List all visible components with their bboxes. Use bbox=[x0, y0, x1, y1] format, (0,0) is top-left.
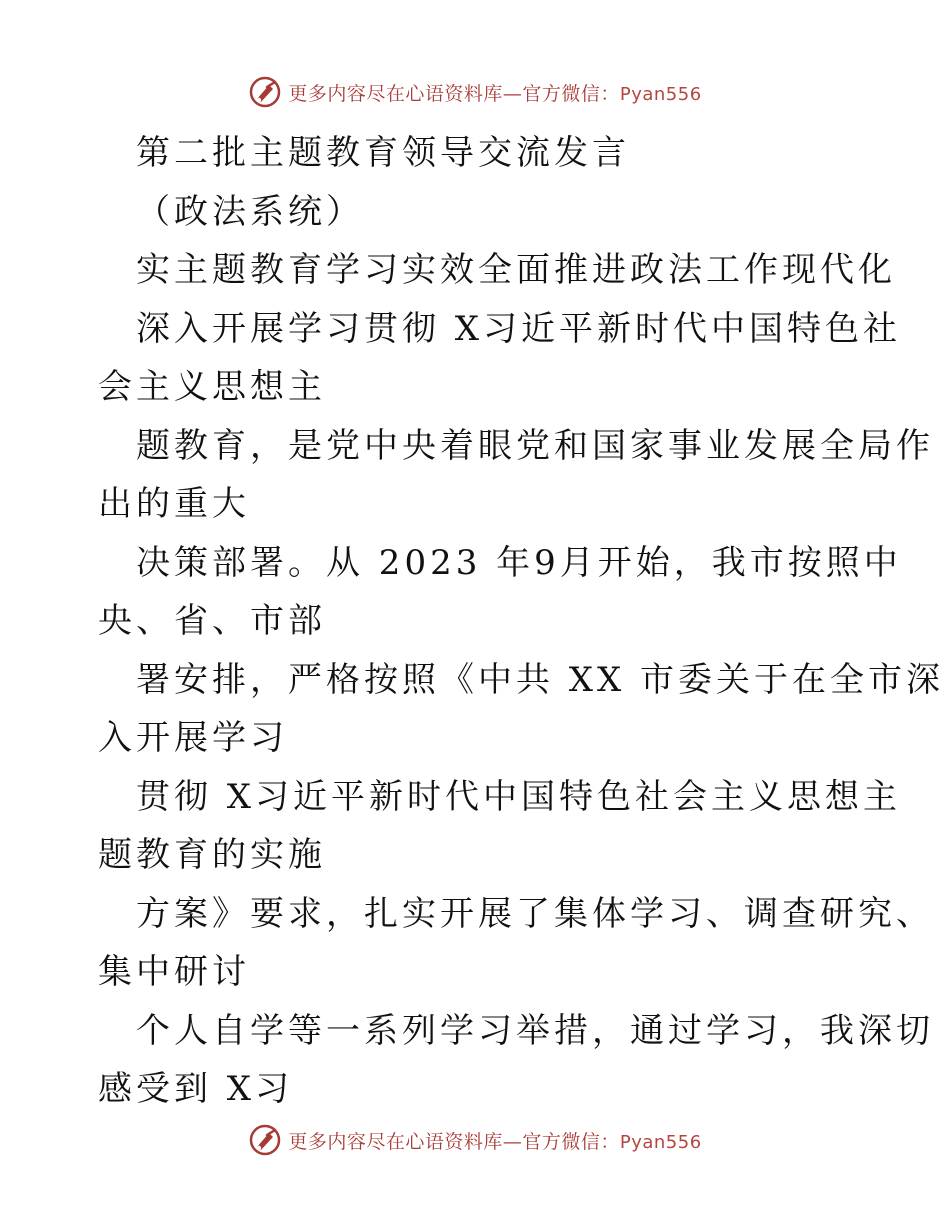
watermark-text: 更多内容尽在心语资料库—官方微信：Pyan556 bbox=[288, 82, 702, 105]
text-line: 入开展学习 bbox=[98, 718, 288, 758]
text-line: 深入开展学习贯彻 X习近平新时代中国特色社 bbox=[136, 308, 902, 349]
watermark-wechat-id: Pyan556 bbox=[619, 83, 702, 105]
text-line: 央、省、市部 bbox=[98, 601, 326, 641]
text-line: 实主题教育学习实效全面推进政法工作现代化 bbox=[136, 250, 896, 290]
text-line: 感受到 X习 bbox=[98, 1069, 294, 1109]
footer-watermark bbox=[0, 1120, 950, 1160]
header-watermark bbox=[0, 72, 950, 112]
document-body bbox=[98, 124, 945, 1119]
text-line: 会主义思想主 bbox=[98, 367, 326, 407]
text-line: 出的重大 bbox=[98, 484, 250, 524]
text-line: 署安排，严格按照《中共 XX 市委关于在全市深 bbox=[136, 659, 945, 700]
watermark-wechat-id: Pyan556 bbox=[619, 1131, 702, 1153]
text-line: 题教育，是党中央着眼党和国家事业发展全局作 bbox=[136, 425, 934, 466]
text-line: （政法系统） bbox=[136, 191, 364, 232]
text-line: 集中研讨 bbox=[98, 952, 250, 992]
text-line: 方案》要求，扎实开展了集体学习、调查研究、 bbox=[136, 893, 934, 934]
text-line: 题教育的实施 bbox=[98, 835, 326, 875]
pen-nib-seal-icon bbox=[248, 1123, 282, 1157]
pen-nib-seal-icon bbox=[248, 75, 282, 109]
text-line: 个人自学等一系列学习举措，通过学习，我深切 bbox=[136, 1010, 934, 1051]
text-line: 贯彻 X习近平新时代中国特色社会主义思想主 bbox=[136, 776, 902, 817]
text-line: 第二批主题教育领导交流发言 bbox=[136, 133, 630, 173]
watermark-text: 更多内容尽在心语资料库—官方微信：Pyan556 bbox=[288, 1130, 702, 1153]
text-line: 决策部署。从 2023 年9月开始，我市按照中 bbox=[136, 542, 902, 583]
